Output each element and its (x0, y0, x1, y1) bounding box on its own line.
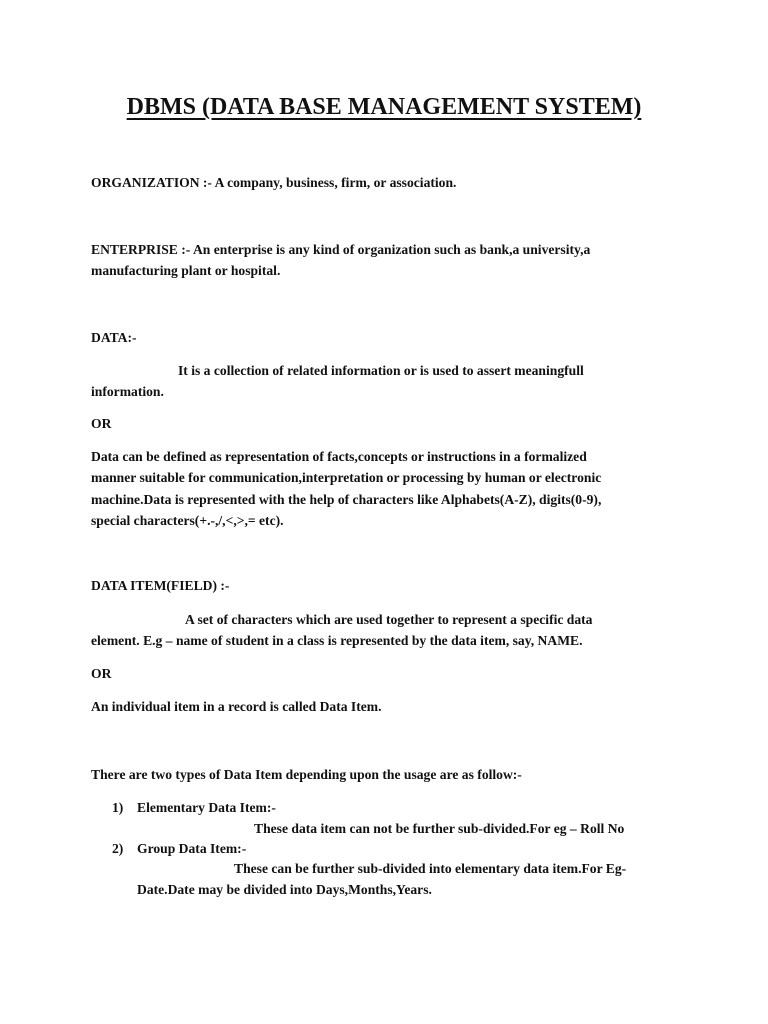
list-item-1-number: 1) (112, 800, 124, 815)
data-heading: DATA:- (91, 330, 137, 345)
data-definition-line-2: information. (91, 384, 164, 399)
data-item-definition-line-1: A set of characters which are used together to represent a specific data (185, 612, 593, 627)
document-title: DBMS (DATA BASE MANAGEMENT SYSTEM) (126, 94, 642, 120)
list-item-2-number: 2) (112, 841, 124, 856)
types-intro: There are two types of Data Item depending upon the usage are as follow:- (91, 767, 522, 782)
data-definition-line-1: It is a collection of related information or is used to assert meaningfull (178, 363, 584, 378)
data-item-definition-line-2: element. E.g – name of student in a class is represented by the data item, say, NAME. (91, 633, 583, 648)
enterprise-definition-line-2: manufacturing plant or hospital. (91, 263, 281, 278)
list-item-2-description-line-2: Date.Date may be divided into Days,Months,Years. (137, 882, 432, 897)
data-item-alt-definition: An individual item in a record is called Data Item. (91, 699, 382, 714)
enterprise-definition-line-1: ENTERPRISE :- An enterprise is any kind of organization such as bank,a university,a (91, 242, 591, 257)
list-item-2-description-line-1: These can be further sub-divided into elementary data item.For Eg- (234, 861, 627, 876)
list-item-2-label: Group Data Item:- (137, 841, 247, 856)
or-separator-2: OR (91, 666, 112, 681)
organization-definition: ORGANIZATION :- A company, business, firm, or association. (91, 175, 457, 190)
data-item-heading: DATA ITEM(FIELD) :- (91, 578, 230, 593)
or-separator-1: OR (91, 416, 112, 431)
list-item-1-description: These data item can not be further sub-divided.For eg – Roll No (254, 821, 625, 836)
data-alt-definition-line-3: machine.Data is represented with the help of characters like Alphabets(A-Z), digits(0-9), (91, 492, 602, 507)
list-item-1-label: Elementary Data Item:- (137, 800, 276, 815)
data-alt-definition-line-1: Data can be defined as representation of facts,concepts or instructions in a formalized (91, 449, 587, 464)
data-alt-definition-line-4: special characters(+.-,/,<,>,= etc). (91, 513, 284, 528)
data-alt-definition-line-2: manner suitable for communication,interpretation or processing by human or electronic (91, 470, 602, 485)
